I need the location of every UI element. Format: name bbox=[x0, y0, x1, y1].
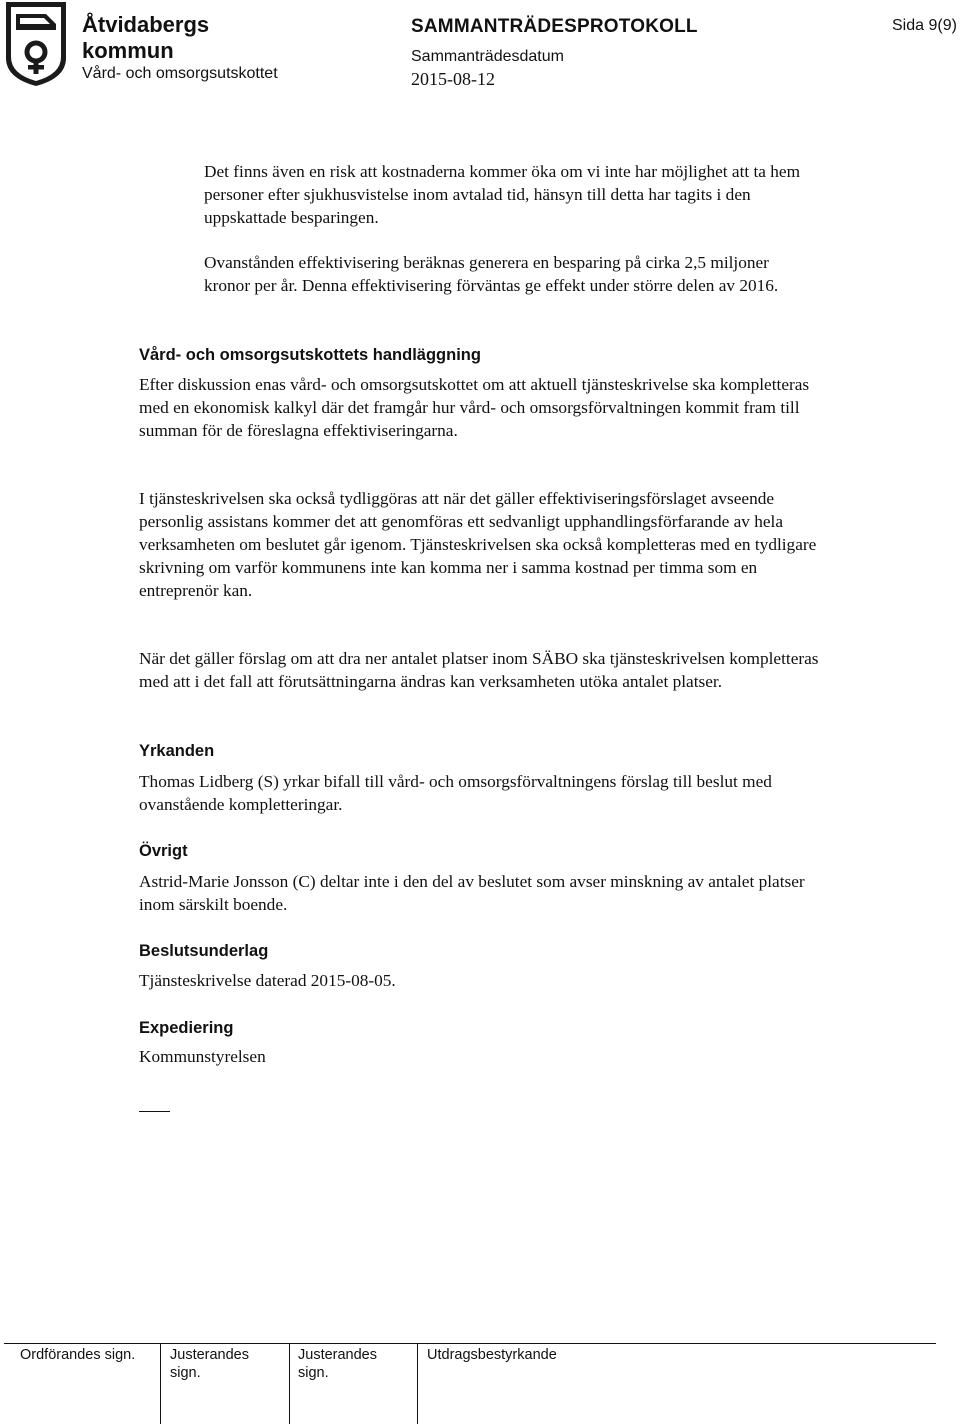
department-name: Vård- och omsorgsutskottet bbox=[82, 65, 278, 82]
paragraph-yrkanden: Thomas Lidberg (S) yrkar bifall till vård- och omsorgsförvaltningens förslag till beslut med ovanstående kompletteringar. bbox=[139, 772, 772, 814]
signature-table-rule bbox=[4, 1343, 936, 1344]
paragraph-ovrigt: Astrid-Marie Jonsson (C) deltar inte i den del av beslutet som avser minskning av antalet platser inom särskilt boende. bbox=[139, 872, 805, 914]
paragraph-personal-assistance: I tjänsteskrivelsen ska också tydliggöras att när det gäller effektiviseringsförslaget avseende personlig assistans kommer det att genomföras ett sedvanligt upphandlingsförfarande av hela verksamheten om beslutet går igenom. Tjänsteskrivelsen ska också kompletteras med en tydligare skrivning om varför kommunens inte kan komma ner i samma kostnad per timma som en entreprenör kan. bbox=[139, 489, 817, 600]
heading-beslutsunderlag: Beslutsunderlag bbox=[139, 942, 269, 960]
heading-ovrigt: Övrigt bbox=[139, 842, 188, 860]
meeting-date-label: Sammanträdesdatum bbox=[411, 48, 564, 65]
signature-divider bbox=[417, 1343, 418, 1424]
signature-adjuster-1-line1: Justerandes bbox=[170, 1347, 249, 1363]
document-title: SAMMANTRÄDESPROTOKOLL bbox=[411, 16, 698, 37]
paragraph-expediering: Kommunstyrelsen bbox=[139, 1047, 266, 1066]
heading-yrkanden: Yrkanden bbox=[139, 742, 215, 760]
signature-adjuster-2-line2: sign. bbox=[298, 1365, 329, 1381]
page-number: Sida 9(9) bbox=[892, 17, 957, 34]
paragraph-sabo: När det gäller förslag om att dra ner antalet platser inom SÄBO ska tjänsteskrivelsen kompletteras med att i det fall att förutsättningarna ändras kan verksamheten utöka antalet platser. bbox=[139, 649, 819, 691]
signature-chair: Ordförandes sign. bbox=[20, 1347, 136, 1363]
organization-name bbox=[82, 12, 209, 64]
municipal-coat-of-arms-icon bbox=[2, 0, 70, 88]
signature-extract-certifier: Utdragsbestyrkande bbox=[427, 1347, 557, 1363]
paragraph-discussion: Efter diskussion enas vård- och omsorgsutskottet om att aktuell tjänsteskrivelse ska kompletteras med en ekonomisk kalkyl där det framgår hur vård- och omsorgsförvaltningen kommit fram till summan för de föreslagna effektiviseringarna. bbox=[139, 375, 810, 440]
organization-name-line2: kommun bbox=[82, 38, 174, 63]
meeting-date-value: 2015-08-12 bbox=[411, 69, 495, 89]
paragraph-savings: Ovanstånden effektivisering beräknas generera en besparing på cirka 2,5 miljoner kronor per år. Denna effektivisering förväntas ge effekt under större delen av 2016. bbox=[204, 253, 779, 295]
paragraph-risk: Det finns även en risk att kostnaderna kommer öka om vi inte har möjlighet att ta hem personer efter sjukhusvistelse inom avtalad tid, hänsyn till detta har tagits i den uppskattade besparingen. bbox=[204, 162, 801, 227]
signature-adjuster-2 bbox=[298, 1346, 377, 1382]
signature-adjuster-1 bbox=[170, 1346, 249, 1382]
end-of-section-rule bbox=[139, 1111, 170, 1112]
heading-handlaggning: Vård- och omsorgsutskottets handläggning bbox=[139, 346, 481, 364]
signature-divider bbox=[160, 1343, 161, 1424]
heading-expediering: Expediering bbox=[139, 1019, 234, 1037]
signature-adjuster-1-line2: sign. bbox=[170, 1365, 201, 1381]
signature-divider bbox=[289, 1343, 290, 1424]
paragraph-beslutsunderlag: Tjänsteskrivelse daterad 2015-08-05. bbox=[139, 971, 396, 990]
organization-name-line1: Åtvidabergs bbox=[82, 12, 210, 37]
signature-adjuster-2-line1: Justerandes bbox=[298, 1347, 377, 1363]
